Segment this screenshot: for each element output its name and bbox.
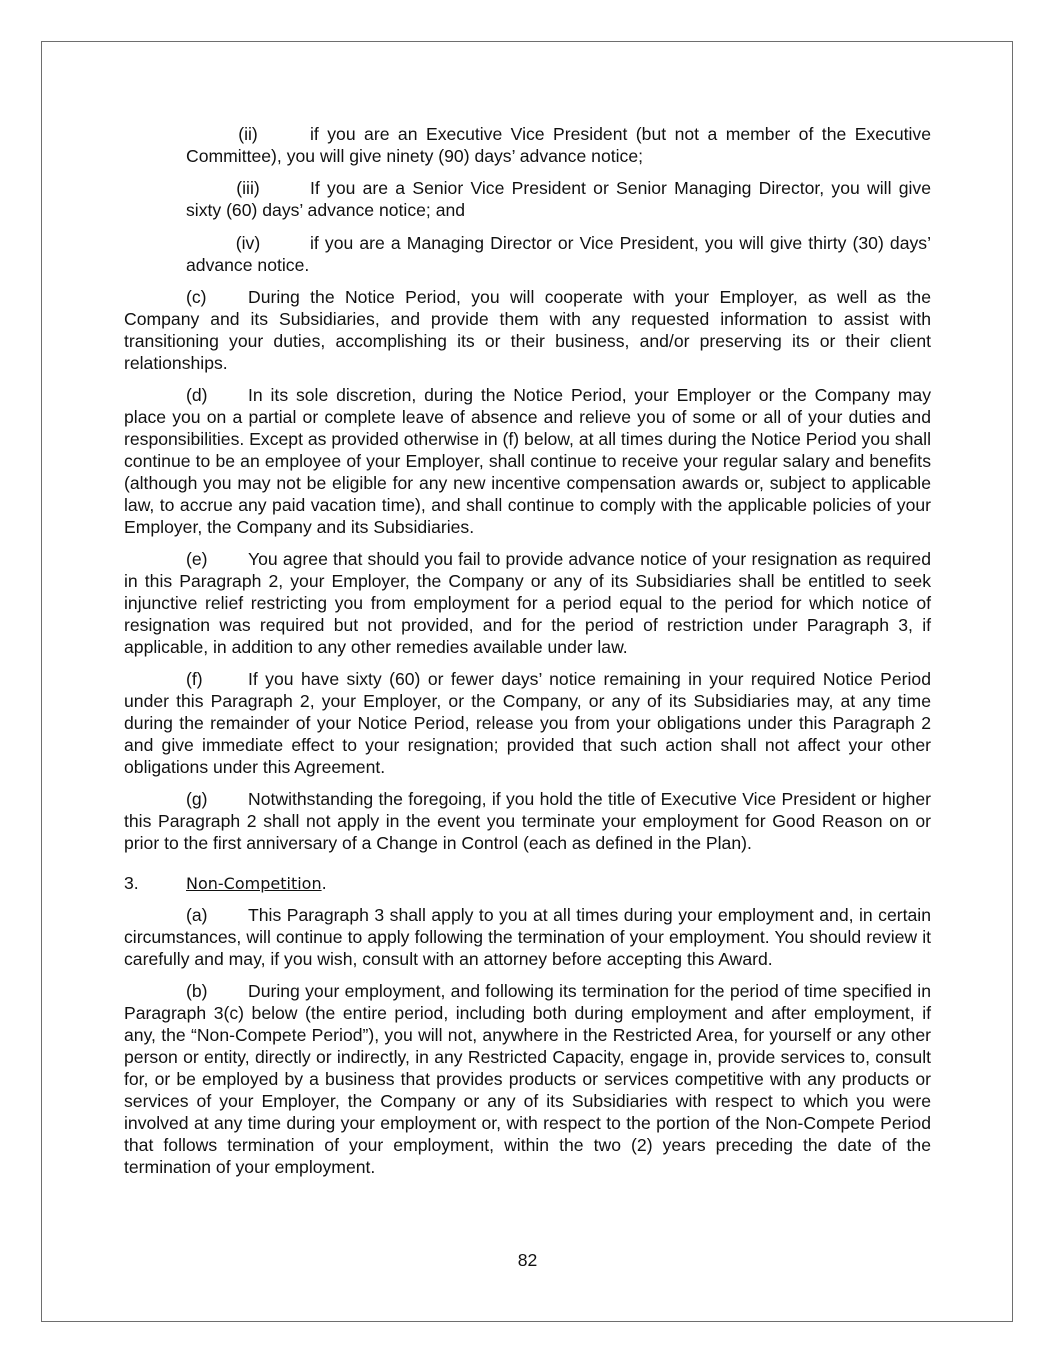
- paragraph-text: During the Notice Period, you will cooperate with your Employer, as well as the Company and its Subsidiaries, and provide them with any requested information to assist with transitioning your duties, accomplishing its or their business, and/or preserving its or their client relationships.: [124, 286, 931, 373]
- paragraph-text: If you have sixty (60) or fewer days’ notice remaining in your required Notice Period under this Paragraph 2, your Employer, or the Company, or any of its Subsidiaries may, at any time during the remainder of your Notice Period, release you from your obligations under this Paragraph 2 and give immediate effect to your resignation; provided that such action shall not affect your other obligations under this Agreement.: [124, 668, 931, 777]
- paragraph-f: [124, 669, 931, 779]
- paragraph-e: [124, 549, 931, 659]
- paragraph-b: [124, 981, 931, 1178]
- paragraph-text: In its sole discretion, during the Notice Period, your Employer or the Company may place you on a partial or complete leave of absence and relieve you of some or all of your duties and responsibilities. Except as provided otherwise in (f) below, at all times during the Notice Period you shall continue to be an employee of your Employer, shall continue to receive your regular salary and benefits (although you may not be eligible for any new incentive compensation awards or, subject to applicable law, to accrue any paid vacation time), and shall continue to comply with the applicable policies of your Employer, the Company and its Subsidiaries.: [124, 385, 931, 537]
- paragraph-d: [124, 385, 931, 538]
- section-heading: [124, 873, 931, 895]
- paragraph-label: (b): [186, 981, 208, 1002]
- list-item-label: (ii): [238, 124, 258, 144]
- section-title-suffix: .: [321, 873, 327, 893]
- paragraph-c: [124, 287, 931, 375]
- paragraph-g: [124, 789, 931, 855]
- list-item-ii: [186, 124, 931, 168]
- list-item-iii: [186, 178, 931, 222]
- document-body: [124, 124, 931, 1189]
- list-item-text: if you are a Managing Director or Vice President, you will give thirty (30) days’ advance notice.: [186, 232, 931, 275]
- list-item-text: If you are a Senior Vice President or Senior Managing Director, you will give sixty (60) days’ advance notice; and: [186, 178, 931, 221]
- paragraph-text: This Paragraph 3 shall apply to you at all times during your employment and, in certain circumstances, will continue to apply following the termination of your employment. You should review it carefully and may, if you wish, consult with an attorney before accepting this Award.: [124, 905, 931, 969]
- list-item-text: if you are an Executive Vice President (but not a member of the Executive Committee), you will give ninety (90) days’ advance notice;: [186, 124, 931, 166]
- list-item-label: (iv): [235, 232, 261, 253]
- list-item-label: (iii): [236, 178, 260, 199]
- section-title: Non-Competition: [186, 873, 322, 893]
- list-item-iv: [186, 233, 931, 277]
- paragraph-text: During your employment, and following its termination for the period of time specified in Paragraph 3(c) below (the entire period, including both during employment and after employment, if any, the “Non-Compete Period”), you will not, anywhere in the Restricted Area, for yourself or any other person or entity, directly or indirectly, in any Restricted Capacity, engage in, provide services to, consult for, or be employed by a business that provides products or services competitive with any products or services of your Employer, the Company or any of its Subsidiaries with respect to which you were involved at any time during your employment or, with respect to the portion of the Non-Compete Period that follows termination of your employment, within the two (2) years preceding the date of the termination of your employment.: [124, 981, 931, 1177]
- paragraph-label: (c): [186, 286, 207, 307]
- paragraph-a: [124, 905, 931, 971]
- section-number: 3.: [124, 872, 139, 893]
- paragraph-label: (f): [186, 668, 203, 689]
- paragraph-label: (d): [186, 385, 208, 406]
- paragraph-text: Notwithstanding the foregoing, if you hold the title of Executive Vice President or higher this Paragraph 2 shall not apply in the event you terminate your employment for Good Reason on or prior to the first anniversary of a Change in Control (each as defined in the Plan).: [124, 788, 931, 853]
- paragraph-label: (g): [186, 788, 208, 809]
- paragraph-label: (e): [186, 548, 208, 569]
- page-number: 82: [517, 1250, 538, 1270]
- paragraph-label: (a): [186, 905, 208, 926]
- paragraph-text: You agree that should you fail to provide advance notice of your resignation as required in this Paragraph 2, your Employer, the Company or any of its Subsidiaries shall be entitled to seek injunctive relief restricting you from employment for a period equal to the period for which notice of resignation was required but not provided, and for the period of restriction under Paragraph 3, if applicable, in addition to any other remedies available under law.: [124, 548, 931, 657]
